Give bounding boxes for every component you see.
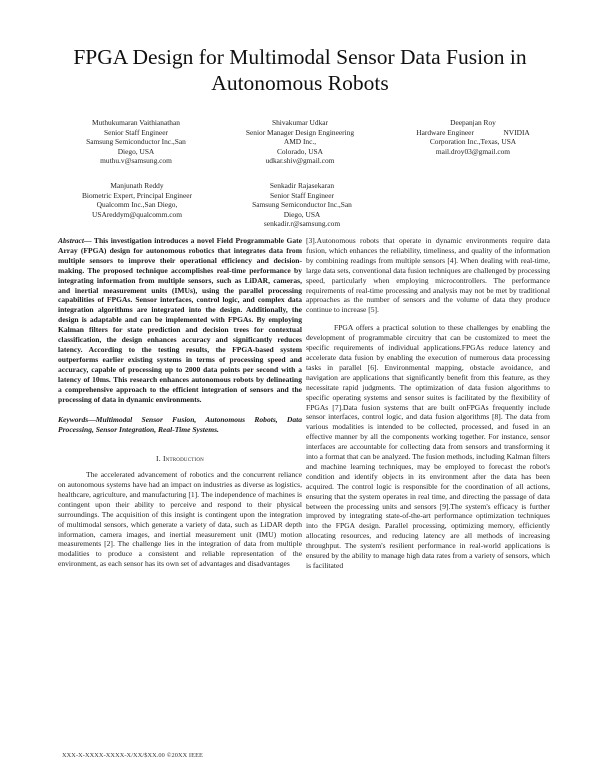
author-block-5 <box>222 181 382 229</box>
intro-paragraph-3: FPGA offers a practical solution to these challenges by enabling the development of programmable circuitry that can be customized to meet the specific requirements of individual applications.FPGAs reduce latency and accelerate data fusion by enabling the execution of numerous data processing tasks in parallel [6]. Environmental mapping, obstacle avoidance, and navigation are applications that significantly benefit from this feature, as they necessitate rapid judgments. The optimization of data fusion algorithms to specific operating systems and sensor suites is facilitated by the flexibility of FPGAs [7].Data fusion systems that are built onFPGAs frequently include sensor interfaces, control logic, and data fusion algorithms [8]. The data from various modalities is intended to be collected, processed, and fused in an effective manner by all the components working together. For instance, sensor interfaces are accountable for collecting data from sensors and transforming it into a format that can be analyzed. The fusion methods, including Kalman filters and machine learning techniques, may be employed to forecast the robot's condition and identify objects in its environment after the data has been acquired. The control logic is responsible for the coordination of all actions, ensuring that the system operates in real time, and directing the passage of data between the processing units and sensors [9].The system's efficacy is further improved by integrating state-of-the-art performance optimization techniques into the FPGA design. Parallel processing, optimizing memory, efficiently allocating resources, and reducing latency are all methods of increasing throughput. The system's resilient performance in real-world applications is ensured by the ability to manage high data rates from a variety of sensors, which is facilitated <box>306 323 550 570</box>
author-block-1 <box>56 118 216 166</box>
section-name: Introduction <box>162 454 204 464</box>
author-location: Colorado, USA <box>277 146 323 156</box>
keywords-label: Keywords <box>58 415 89 425</box>
author-org: AMD Inc., <box>283 137 317 147</box>
author-block-4 <box>62 181 212 219</box>
author-role: Hardware Engineer NVIDIA <box>416 127 530 137</box>
abstract <box>58 236 302 404</box>
author-location: Diego, USA <box>117 146 155 156</box>
author-org: Samsung Semiconductor Inc.,San <box>86 137 186 147</box>
author-email: muthu.v@samsung.com <box>100 156 172 166</box>
abstract-text: — This investigation introduces a novel Field Programmable Gate Array (FPGA) design for autonomous robotics that integrates data from multiple sensors to improve their operational efficiency and decision-making. The proposed technique accomplishes real-time performance by integrating information from multiple sensors, such as LiDAR, cameras, and inertial measurement units (IMUs), using the parallel processing capabilities of FPGAs. Sensor interfaces, control logic, and complex data integration algorithms are integrated into the design. Additionally, the design is adaptable and can be implemented with FPGAs. By employing Kalman filters for state prediction and decision trees for contextual classification, the design enhances accuracy and significantly reduces latency. According to the testing results, the FPGA-based system outperforms earlier existing systems in terms of processing speed and accuracy, capable of processing up to 2000 data points per second with a latency of 10ms. This research enhances autonomous robots by delineating a comprehensive approach to the efficient integration of sensors and the processing of data in dynamic environments. <box>58 236 302 404</box>
keywords <box>58 415 302 435</box>
intro-paragraph-2: [3].Autonomous robots that operate in dynamic environments require data fusion, which enhances the reliability, timeliness, and quality of the information by combining readings from multiple sensors [4]. When dealing with real-time, large data sets, conventional data fusion techniques are challenged by processing speed, particularly when employing microcontrollers. The performance requirements of real-time processing and analysis may not be met by traditional approaches as the number of sensors and the volume of data they produce continue to increase [5]. <box>306 236 551 315</box>
author-name: Shivakumar Udkar <box>271 118 329 127</box>
author-block-3 <box>388 118 558 156</box>
author-name: Deepanjan Roy <box>450 118 496 127</box>
author-block-2 <box>220 118 380 166</box>
author-name: Manjunath Reddy <box>110 181 164 190</box>
author-role: Senior Staff Engineer <box>104 127 168 137</box>
author-name: Senkadir Rajasekaran <box>269 181 335 190</box>
author-email: senkadir.r@samsung.com <box>263 219 341 229</box>
intro-paragraph-1: The accelerated advancement of robotics and the concurrent reliance on autonomous systems have had an impact on industries as diverse as logistics, healthcare, agriculture, and manufacturing [1]. The independence of machines is contingent upon their ability to perceive and respond to their physical surroundings. The acquisition of this insight is contingent upon the integration of multimodal sensors, which generate a variety of data, such as LiDAR depth information, camera images, and inertial measurement unit (IMU) motion measurements [2]. The challenge lies in the integration of data from multiple modalities to produce a consistent and reliable representation of the environment, as each sensor has its own set of advantages and disadvantages <box>58 470 302 569</box>
author-org: Qualcomm Inc.,San Diego, <box>96 200 178 210</box>
author-org: Samsung Semiconductor Inc.,San <box>252 200 352 210</box>
keywords-text: —Multimodal Sensor Fusion, Autonomous Robots, Data Processing, Sensor Integration, Real-Time Systems. <box>58 415 302 435</box>
paper-title: FPGA Design for Multimodal Sensor Data Fusion in Autonomous Robots <box>73 45 527 95</box>
author-org: Corporation Inc.,Texas, USA <box>429 137 517 147</box>
section-numeral: I. <box>156 454 161 464</box>
right-column <box>306 236 550 571</box>
author-role: Biometric Expert, Principal Engineer <box>81 190 192 200</box>
abstract-label: Abstract <box>58 236 84 245</box>
author-location: Diego, USA <box>283 209 321 219</box>
copyright-footer: XXX-X-XXXX-XXXX-X/XX/$XX.00 ©20XX IEEE <box>62 752 203 759</box>
author-role: Senior Manager Design Engineering <box>245 127 355 137</box>
author-email: mail.droy03@gmail.com <box>435 146 511 156</box>
author-email: USAreddym@qualcomm.com <box>92 209 182 219</box>
author-email: udkar.shiv@gmail.com <box>265 156 335 166</box>
author-role: Senior Staff Engineer <box>270 190 334 200</box>
left-column <box>58 236 302 569</box>
section-heading-introduction <box>58 454 302 464</box>
author-name: Muthukumaran Vaithianathan <box>92 118 180 127</box>
